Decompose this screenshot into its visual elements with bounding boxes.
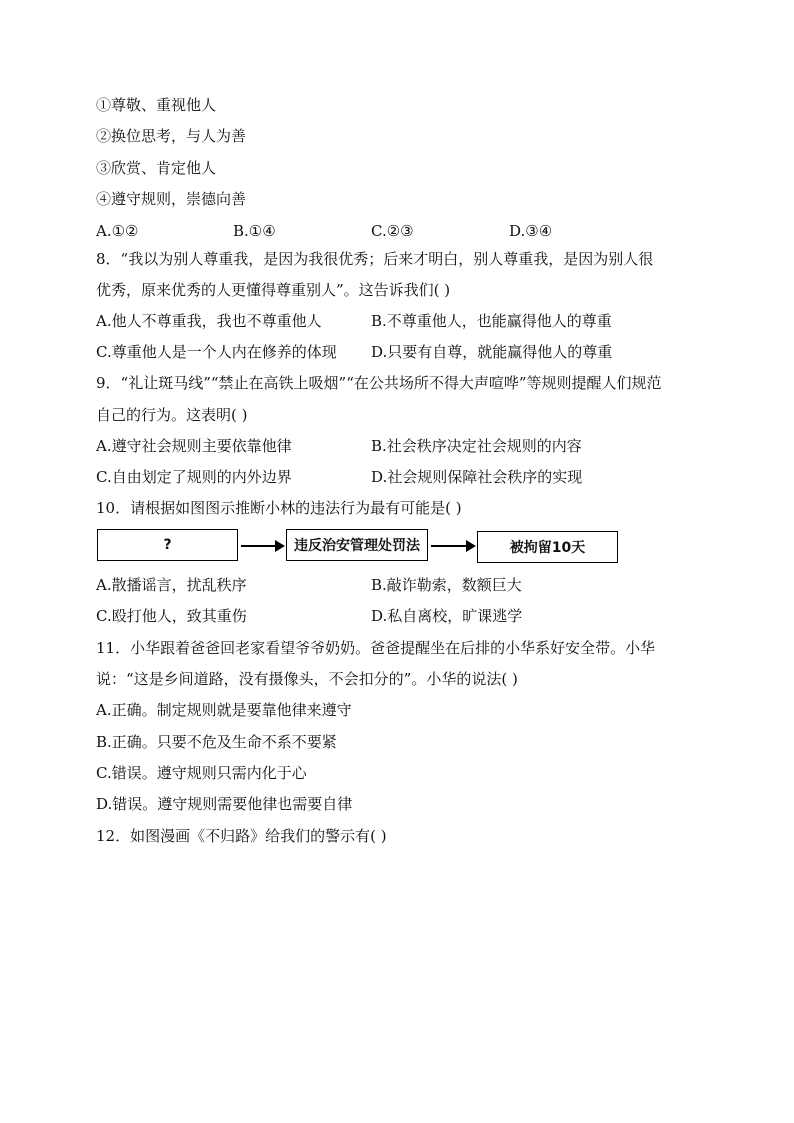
q9-option-d: D.社会规则保障社会秩序的实现: [371, 468, 583, 486]
statement-4: ④遵守规则，崇德向善: [96, 190, 247, 208]
q8-option-a: A.他人不尊重我，我也不尊重他人: [96, 312, 322, 330]
q9-option-b: B.社会秩序决定社会规则的内容: [371, 437, 582, 455]
q8-option-b: B.不尊重他人，也能赢得他人的尊重: [371, 312, 612, 330]
q10-option-d: D.私自离校，旷课逃学: [371, 607, 523, 625]
statement-3: ③欣赏、肯定他人: [96, 159, 217, 177]
q10-option-c: C.殴打他人，致其重伤: [96, 607, 247, 625]
q11-option-d: D.错误。遵守规则需要他律也需要自律: [96, 795, 353, 813]
q7-option-b: B.①④: [233, 222, 276, 240]
q11-option-b: B.正确。只要不危及生命不系不要紧: [96, 733, 337, 751]
q10-stem: 10．请根据如图图示推断小林的违法行为最有可能是( ): [96, 499, 462, 517]
q8-option-d: D.只要有自尊，就能赢得他人的尊重: [371, 343, 613, 361]
q10-option-b: B.敲诈勒索，数额巨大: [371, 576, 522, 594]
q12-stem: 12．如图漫画《不归路》给我们的警示有( ): [96, 827, 387, 845]
q11-option-c: C.错误。遵守规则只需内化于心: [96, 764, 307, 782]
q9-stem-line1: 9．“礼让斑马线”“禁止在高铁上吸烟”“在公共场所不得大声喧哗”等规则提醒人们规范: [96, 374, 662, 392]
q7-option-a: A.①②: [96, 222, 139, 240]
q8-stem-line1: 8．“我以为别人尊重我，是因为我很优秀；后来才明白，别人尊重我，是因为别人很: [96, 250, 654, 268]
q8-stem-line2: 优秀，原来优秀的人更懂得尊重别人”。这告诉我们( ): [96, 281, 451, 299]
q11-option-a: A.正确。制定规则就是要靠他律来遵守: [96, 701, 352, 719]
q7-option-d: D.③④: [509, 222, 553, 240]
flow-box-violation: 违反治安管理处罚法: [286, 529, 428, 561]
q9-stem-line2: 自己的行为。这表明( ): [96, 406, 248, 424]
q11-stem-line1: 11．小华跟着爸爸回老家看望爷爷奶奶。爸爸提醒坐在后排的小华系好安全带。小华: [96, 639, 656, 657]
statement-1: ①尊敬、重视他人: [96, 96, 217, 114]
statement-2: ②换位思考，与人为善: [96, 127, 247, 145]
q10-option-a: A.散播谣言，扰乱秩序: [96, 576, 247, 594]
q7-option-c: C.②③: [371, 222, 414, 240]
q8-option-c: C.尊重他人是一个人内在修养的体现: [96, 343, 337, 361]
flow-arrow-2: [431, 545, 474, 547]
flow-box-detention: 被拘留10天: [477, 531, 618, 563]
q9-option-a: A.遵守社会规则主要依靠他律: [96, 437, 292, 455]
q9-option-c: C.自由划定了规则的内外边界: [96, 468, 292, 486]
q11-stem-line2: 说：“这是乡间道路，没有摄像头，不会扣分的”。小华的说法( ): [96, 670, 518, 688]
flow-arrow-1: [241, 545, 283, 547]
flow-box-unknown: ?: [97, 529, 238, 561]
